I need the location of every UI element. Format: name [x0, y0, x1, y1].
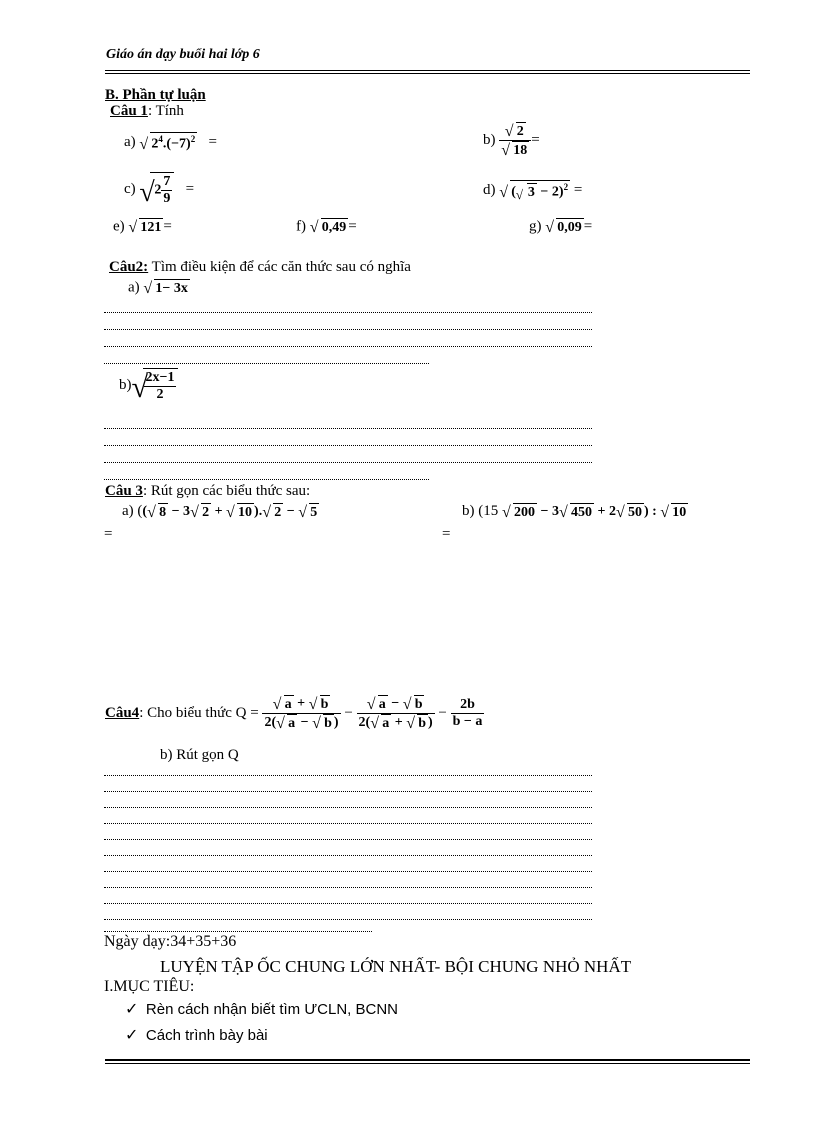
answer-line — [104, 931, 372, 932]
cau2-heading — [109, 259, 411, 276]
minus-sign: − — [438, 705, 447, 721]
cau1-item-g: g) √ 0,09 = — [529, 218, 593, 236]
item-c-label: c) — [124, 180, 136, 197]
cau2-item-a: a) √ 1− 3x — [128, 279, 188, 297]
answer-line — [104, 791, 592, 792]
objective-item — [125, 1025, 268, 1045]
answer-line — [104, 445, 592, 446]
answer-line — [104, 855, 592, 856]
header-rule-top — [105, 70, 750, 71]
footer-rule-top — [105, 1059, 750, 1061]
objective-text: Cách trình bày bài — [145, 1027, 268, 1044]
cau3-item-b: b) (15 √ 200 − 3 √ 450 + 2 √ 50 ) : √ 10 — [462, 503, 687, 521]
item-b-eq: = — [531, 131, 540, 148]
cau3-item-a: a) (( √ 8 − 3 √ 2 + √ 10 ). √ 2 − √ 5 — [122, 503, 318, 521]
sqrt-a: √ $2^4.(-7)^2$ — [139, 134, 196, 153]
answer-line — [104, 839, 592, 840]
cau1-item-c — [124, 172, 194, 207]
cau1-item-d — [483, 180, 582, 201]
answer-line — [104, 363, 429, 364]
lesson-title: LUYỆN TẬP ỐC CHUNG LỚN NHẤT- BỘI CHUNG NHỎ NHẤT — [160, 957, 632, 976]
q-fraction-2: √ a − √ b 2( √ a + √ b ) — [358, 696, 433, 732]
cau1-item-e: e) √ 121 = — [113, 218, 172, 236]
q-fraction-1: √ a + √ b 2( √ a − √ b ) — [264, 696, 339, 732]
cau4-sub-b: b) Rút gọn Q — [160, 747, 239, 763]
cau3-heading — [105, 483, 310, 500]
answer-line — [104, 428, 592, 429]
item-c-eq: = — [185, 180, 195, 197]
item-a-label: a) — [124, 133, 136, 150]
cau4-heading — [105, 695, 484, 732]
section-b-title: B. Phần tự luận — [105, 87, 206, 103]
sqrt-d: √ ( √ 3 − 2)$^2$ — [499, 182, 569, 203]
cau2-label: Câu2: — [109, 259, 149, 275]
cau3-text: : Rút gọn các biểu thức sau: — [142, 483, 311, 499]
item-d-label: d) — [483, 182, 496, 199]
cau2-text: Tìm điều kiện để các căn thức sau có nghĩa — [148, 259, 411, 275]
lesson-date: Ngày dạy:34+35+36 — [104, 933, 237, 950]
objective-item — [125, 999, 398, 1019]
cau1-item-a — [124, 132, 217, 153]
answer-line — [104, 807, 592, 808]
fraction-b: √ 2 √ 18 — [499, 122, 531, 159]
header-rule-bottom — [105, 73, 750, 74]
minus-sign: − — [344, 705, 353, 721]
cau1-text: : Tính — [147, 103, 184, 119]
answer-line — [104, 312, 592, 313]
cau1-item-f: f) √ 0,49 = — [296, 218, 357, 236]
answer-line — [104, 329, 592, 330]
item-d-eq: = — [573, 182, 583, 199]
cau3-label: Câu 3 — [105, 483, 143, 499]
answer-line — [104, 887, 592, 888]
cau1-item-b — [483, 122, 540, 159]
cau4-text: : Cho biểu thức Q = — [139, 705, 259, 721]
answer-line — [104, 462, 592, 463]
cau3-b-equals: = — [442, 526, 451, 542]
cau1-label: Câu 1 — [110, 103, 148, 119]
answer-line — [104, 919, 592, 920]
objective-text: Rèn cách nhận biết tìm ƯCLN, BCNN — [145, 1001, 398, 1018]
answer-line — [104, 871, 592, 872]
cau3-a-equals: = — [104, 526, 113, 542]
item-a-eq: = — [208, 133, 217, 150]
cau1-heading — [110, 103, 184, 120]
checkmark-icon: ✓ — [125, 1027, 139, 1044]
answer-line — [104, 775, 592, 776]
answer-line — [104, 346, 592, 347]
answer-line — [104, 823, 592, 824]
page-header: Giáo án dạy buổi hai lớp 6 — [106, 47, 260, 62]
cau2-item-b: b) √ $\frac{2x-1}{2}$ — [119, 368, 178, 403]
answer-line — [104, 903, 592, 904]
footer-rule-bottom — [105, 1063, 750, 1064]
answer-line — [104, 479, 429, 480]
checkmark-icon: ✓ — [125, 1001, 139, 1018]
q-fraction-3: $\frac{2b}{b - a}$ — [452, 697, 483, 729]
objectives-heading: I.MỤC TIÊU: — [104, 978, 195, 995]
sqrt-c: √ 2 $\frac{7}{9}$ — [139, 172, 174, 207]
item-b-label: b) — [483, 131, 496, 148]
cau4-label: Câu4 — [105, 705, 140, 721]
